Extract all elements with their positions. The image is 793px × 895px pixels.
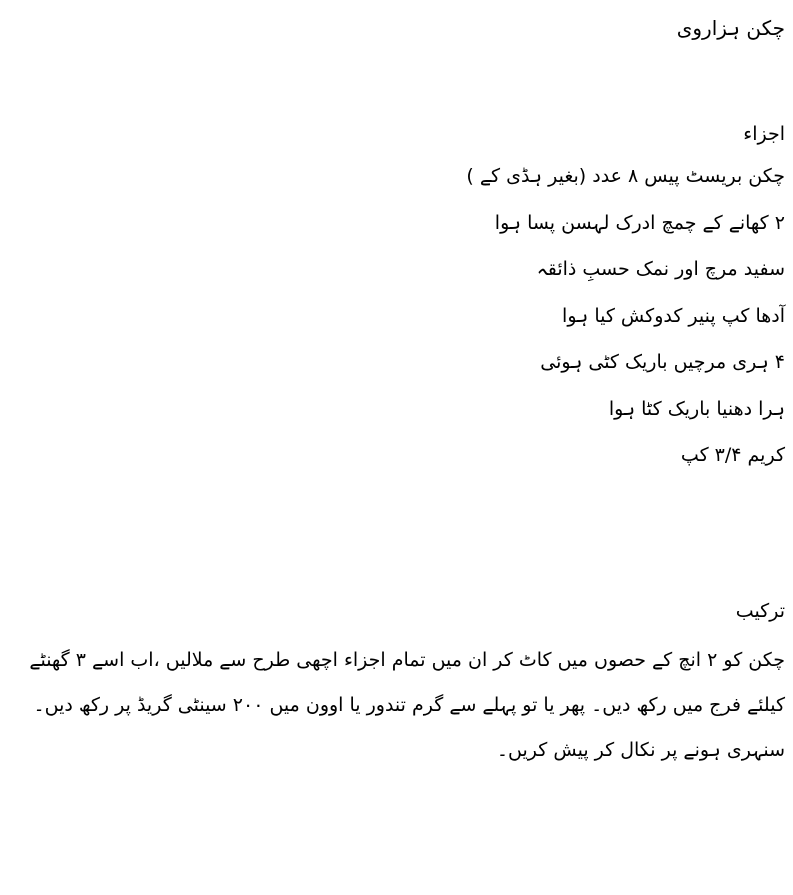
ingredients-heading: اجزاء (743, 123, 785, 145)
ingredient-item: ۴ ہری مرچیں باریک کٹی ہوئی (540, 351, 785, 373)
ingredient-item: کریم ۳/۴ کپ (680, 444, 785, 466)
recipe-title: چکن ہزاروی (676, 16, 785, 40)
ingredient-item: ۲ کھانے کے چمچ ادرک لہسن پسا ہوا (494, 211, 785, 234)
ingredient-item: سفید مرچ اور نمک حسبِ ذائقہ (536, 258, 785, 280)
method-heading: ترکیب (735, 600, 785, 622)
ingredients-list (8, 162, 785, 488)
ingredient-item: ہرا دھنیا باریک کٹا ہوا (608, 397, 785, 420)
ingredient-item: چکن بریسٹ پیس ۸ عدد (بغیر ہڈی کے ) (466, 165, 785, 187)
ingredient-item: آدھا کپ پنیر کدوکش کیا ہوا (562, 304, 785, 327)
method-paragraph: چکن کو ۲ انچ کے حصوں میں کاٹ کر ان میں تمام اجزاء اچھی طرح سے ملالیں ،اب اسے ۳ گھنٹے کیلئے فرج میں رکھ دیں۔ پھر یا تو پہلے سے گرم تندور یا اوون میں ۲۰۰ سینٹی گریڈ پر رکھ دیں۔ سنہری ہونے پر نکال کر پیش کریں۔ (29, 649, 785, 761)
